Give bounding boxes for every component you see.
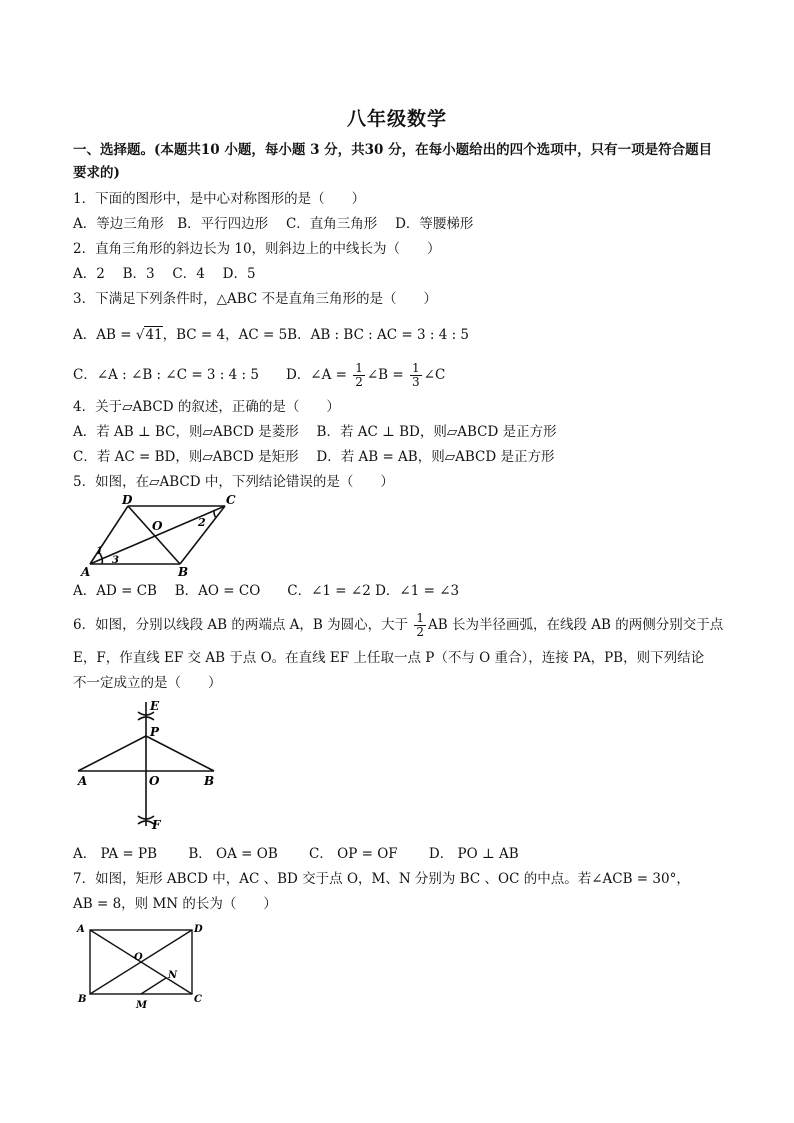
q1-options: A．等边三角形 B．平行四边形 C．直角三角形 D．等腰梯形 [73, 216, 474, 232]
q6-bisector-figure [72, 698, 224, 834]
label-M: M [136, 1000, 148, 1011]
frac-den: 2 [355, 375, 363, 389]
q7-line1: 7．如图，矩形 ABCD 中，AC 、BD 交于点 O，M、N 分别为 BC 、OC 的中点。若∠ACB = 30°， [73, 871, 690, 887]
label-O: O [149, 774, 160, 788]
label-C: C [226, 493, 236, 507]
q2-options: A．2 B．3 C．4 D．5 [73, 266, 256, 282]
q6-line1-pre: 6．如图，分别以线段 AB 的两端点 A，B 为圆心，大于 [73, 617, 413, 633]
segment-pa [78, 736, 146, 771]
q6-line3: 不一定成立的是（ ） [73, 675, 222, 691]
q1-stem: 1．下面的图形中，是中心对称图形的是（ ） [73, 191, 366, 207]
q4-stem: 4．关于▱ABCD 的叙述，正确的是（ ） [73, 399, 340, 415]
q3-optA-post: ，BC = 4，AC = 5B．AB : BC : AC = 3 : 4 : 5 [162, 327, 470, 343]
q3-options-cd [73, 362, 733, 389]
segment-mn [141, 978, 166, 994]
label-F: F [152, 818, 161, 832]
sqrt-sign: √ [135, 327, 145, 343]
q3-optD-end: ∠C [423, 367, 446, 383]
frac-num: 1 [416, 611, 425, 625]
q4-options-cd: C．若 AC = BD，则▱ABCD 是矩形 D．若 AB = AB，则▱ABCD 是正方形 [73, 449, 555, 465]
frac-num: 1 [355, 361, 363, 375]
label-C: C [194, 994, 202, 1005]
q7-line2: AB = 8，则 MN 的长为（ ） [73, 896, 277, 912]
section-heading-line2: 要求的) [73, 165, 120, 181]
q6-line2: E，F，作直线 EF 交 AB 于点 O。在直线 EF 上任取一点 P（不与 O 重合），连接 PA，PB，则下列结论 [73, 650, 705, 666]
q5-stem: 5．如图，在▱ABCD 中，下列结论错误的是（ ） [73, 474, 394, 490]
segment-pb [146, 736, 214, 771]
q3-fraction-third [410, 362, 422, 389]
q6-line1-post: AB 长为半径画弧，在线段 AB 的两侧分别交于点 [428, 617, 724, 633]
label-O: O [152, 519, 163, 533]
label-angle-1: 1 [96, 546, 103, 557]
label-A: A [77, 924, 85, 935]
q5-options: A．AD = CB B．AO = CO C．∠1 = ∠2 D．∠1 = ∠3 [73, 583, 460, 599]
segment-bc [180, 506, 225, 564]
q3-optD-mid: ∠B = [366, 367, 409, 383]
label-B: B [178, 565, 189, 578]
q3-optC: C．∠A : ∠B : ∠C = 3 : 4 : 5 D．∠A = [73, 367, 352, 383]
label-angle-2: 2 [198, 516, 206, 529]
frac-den: 2 [416, 625, 425, 639]
diagonal-bd [128, 506, 180, 564]
q7-rectangle-figure [74, 922, 206, 1012]
q2-stem: 2．直角三角形的斜边长为 10，则斜边上的中线长为（ ） [73, 241, 441, 257]
label-A: A [78, 774, 88, 788]
q3-options-ab [73, 326, 733, 344]
frac-den: 3 [412, 375, 420, 389]
frac-num: 1 [412, 361, 420, 375]
section-heading-line1: 一、选择题。(本题共10 小题，每小题 3 分，共30 分，在每小题给出的四个选项中，只有一项是符合题目 [73, 142, 713, 158]
q4-options-ab: A．若 AB ⊥ BC，则▱ABCD 是菱形 B．若 AC ⊥ BD，则▱ABCD 是正方形 [73, 424, 557, 440]
q3-fraction-half [353, 362, 365, 389]
q3-optA-pre: A．AB = [73, 327, 136, 343]
q3-stem: 3．下满足下列条件时，△ABC 不是直角三角形的是（ ） [73, 291, 438, 307]
label-angle-3: 3 [112, 555, 119, 566]
angle-mark-2 [214, 510, 216, 518]
q6-options: A． PA = PB B． OA = OB C． OP = OF D． PO ⊥ AB [73, 846, 519, 862]
q6-line1 [73, 612, 733, 639]
page-title: 八年级数学 [346, 108, 447, 130]
q5-parallelogram-figure [78, 492, 238, 578]
label-E: E [150, 699, 160, 713]
label-B: B [78, 994, 87, 1005]
label-B: B [204, 774, 215, 788]
label-D: D [122, 493, 133, 507]
label-N: N [168, 970, 178, 981]
label-D: D [194, 924, 203, 935]
q6-fraction-half [414, 612, 426, 639]
diagonal-ac [90, 506, 225, 564]
q3-optA-root: 41 [145, 327, 163, 343]
label-A: A [81, 565, 91, 578]
label-O: O [134, 952, 143, 963]
label-P: P [150, 725, 160, 739]
